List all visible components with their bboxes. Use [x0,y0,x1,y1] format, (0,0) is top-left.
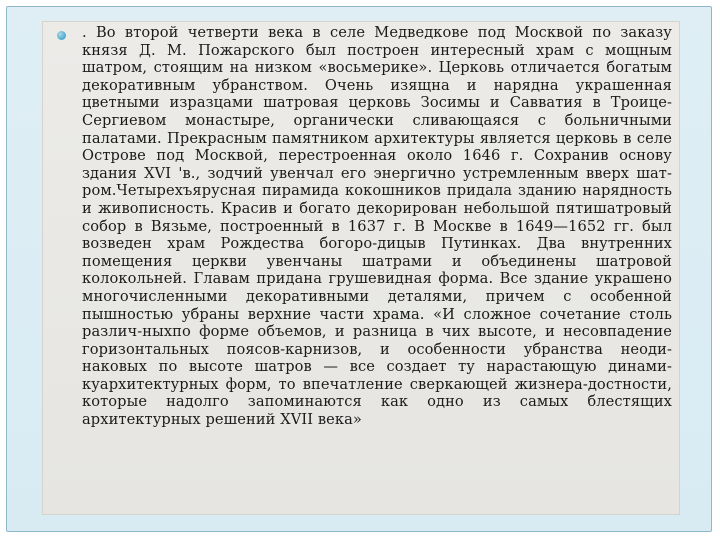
bullet-icon [57,31,66,40]
body-paragraph: . Во второй четверти века в селе Медведкове под Москвой по заказу князя Д. М. Пожарского был построен интересный храм с мощным шатром, стоящим на низком «восьмерике». Церковь отличается богатым декоративным убранством. Очень изящна и нарядна украшенная цветными изразцами шатровая церковь Зосимы и Савватия в Троице-Сергиевом монастыре, органически сливающаяся с больничными палатами. Прекрасным памятником архитектуры является церковь в селе Острове под Москвой, перестроенная около 1646 г. Сохранив основу здания XVI 'в., зодчий увенчал его энергично устремленным вверх шат-ром.Четырехъярусная пирамида кокошников придала зданию нарядность и живописность. Красив и богато декорирован небольшой пятишатровый собор в Вязьме, построенный в 1637 г. В Москве в 1649—1652 гг. был возведен храм Рождества богоро-дицыв Путинках. Два внутренних помещения церкви увенчаны шатрами и объединены шатровой колокольней. Главам придана грушевидная форма. Все здание украшено многочисленными декоративными деталями, причем с особенной пышностью убраны верхние части храма. «И сложное сочетание столь различ-ныхпо форме объемов, и разница в чих высоте, и несовпадение горизонтальных поясов-карнизов, и особенности убранства неоди-наковых по высоте шатров — все создает ту нарастающую динами-куархитектурных форм, то впечатление сверкающей жизнера-достности, которые надолго запоминаются как одно из самых блестящих архитектурных решений XVII века» [82,24,672,429]
